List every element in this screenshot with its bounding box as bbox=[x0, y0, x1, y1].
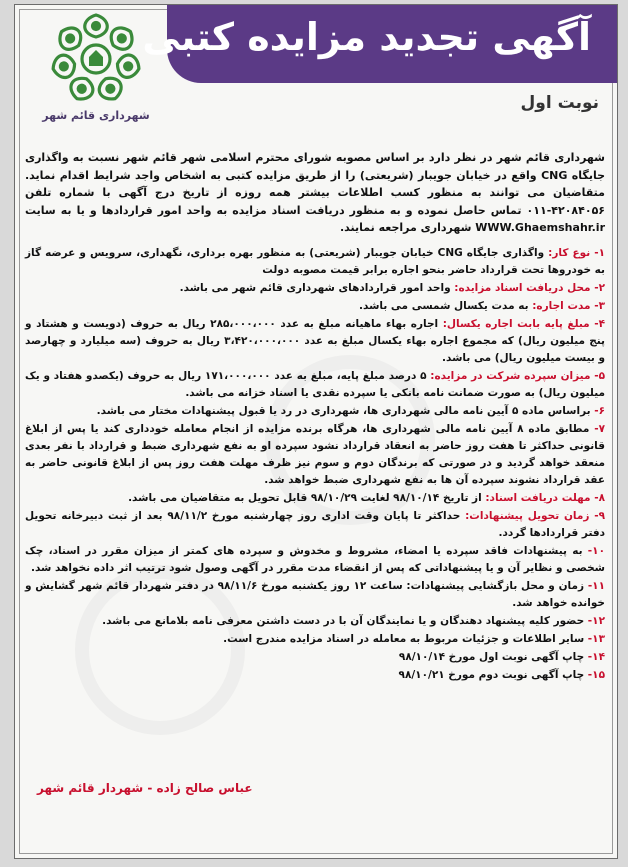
item-label: مدت اجاره: bbox=[532, 299, 591, 312]
list-item: ۴- مبلغ پایه بابت اجاره یکسال: اجاره بهاء ماهیانه مبلغ به عدد ۲۸۵،۰۰۰،۰۰۰ ریال به حروف (دویست و هشتاد و پنج میلیون ریال) که مجموع اجاره بهاء یکسال مبلغ به عدد ۳،۴۲۰،۰۰۰،۰۰۰ ریال به حروف (سه میلیارد و چهارصد و بیست میلیون ریال) می باشد. bbox=[25, 317, 606, 364]
item-label: محل دریافت اسناد مزایده: bbox=[454, 281, 591, 294]
item-number: ۲ bbox=[598, 281, 605, 294]
list-item: ۲- محل دریافت اسناد مزایده: واحد امور قراردادهای شهرداری قائم شهر می باشد. bbox=[179, 281, 605, 294]
item-number: ۱ bbox=[598, 246, 606, 259]
item-label: مبلغ پایه بابت اجاره یکسال: bbox=[442, 317, 590, 330]
item-label: زمان تحویل پیشنهادات: bbox=[465, 509, 590, 522]
item-number: ۴ bbox=[598, 317, 606, 330]
municipality-leaf-emblem-icon bbox=[42, 9, 150, 107]
item-number: ۸ bbox=[598, 491, 605, 504]
item-text: از تاریخ ۹۸/۱۰/۱۴ لغایت ۹۸/۱۰/۲۹ قابل تحویل به متقاضیان می باشد. bbox=[128, 491, 482, 504]
list-item: ۳- مدت اجاره: به مدت یکسال شمسی می باشد. bbox=[359, 299, 605, 312]
item-number: ۱۵ bbox=[592, 668, 605, 681]
item-number: ۱۲ bbox=[592, 614, 605, 627]
round-label: نوبت اول bbox=[520, 93, 599, 113]
item-number: ۶ bbox=[598, 404, 605, 417]
list-item: ۸- مهلت دریافت اسناد: از تاریخ ۹۸/۱۰/۱۴ لغایت ۹۸/۱۰/۲۹ قابل تحویل به متقاضیان می باشد. bbox=[128, 491, 605, 504]
item-text: حضور کلیه پیشنهاد دهندگان و یا نمایندگان آن با در دست داشتن معرفی نامه بلامانع می باشد. bbox=[102, 614, 585, 627]
item-number: ۱۱ bbox=[592, 579, 605, 592]
list-item: ۱۱- زمان و محل بازگشایی پیشنهادات: ساعت ۱۲ روز یکشنبه مورخ ۹۸/۱۱/۶ در دفتر شهردار قائم شهر گشایش و خوانده خواهد شد. bbox=[25, 579, 605, 609]
list-item: ۱- نوع کار: واگذاری جایگاه CNG خیابان جویبار (شریعتی) به منظور بهره برداری، نگهداری، سرویس و عرضه گاز به خودروها تحت قرارداد حاضر بنحو اجاره برابر قیمت مصوبه دولت bbox=[25, 246, 606, 276]
list-item: ۵- میزان سپرده شرکت در مزایده: ۵ درصد مبلغ پایه، مبلغ به عدد ۱۷۱،۰۰۰،۰۰۰ ریال به حروف (یکصدو هفتاد و یک میلیون ریال) به صورت ضمانت نامه بانکی یا سپرده نقدی یا اسناد خزانه می باشد. bbox=[25, 369, 605, 399]
item-number: ۱۰ bbox=[592, 544, 605, 557]
item-text: واگذاری جایگاه CNG خیابان جویبار (شریعتی) به منظور بهره برداری، نگهداری، سرویس و عرضه گاز به خودروها تحت قرارداد حاضر بنحو اجاره برابر قیمت مصوبه دولت bbox=[25, 246, 605, 276]
announcement-body bbox=[25, 149, 605, 685]
item-text: براساس ماده ۵ آیین نامه مالی شهرداری ها، شهرداری در رد یا قبول پیشنهادات مختار می باشد. bbox=[96, 404, 591, 417]
item-text: ۵ درصد مبلغ پایه، مبلغ به عدد ۱۷۱،۰۰۰،۰۰۰ ریال به حروف (یکصدو هفتاد و یک میلیون ریال) به صورت ضمانت نامه بانکی یا سپرده نقدی یا اسناد خزانه می باشد. bbox=[25, 369, 605, 399]
item-text: واحد امور قراردادهای شهرداری قائم شهر می باشد. bbox=[179, 281, 451, 294]
list-item: ۹- زمان تحویل پیشنهادات: حداکثر تا پایان وقت اداری روز چهارشنبه مورخ ۹۸/۱۱/۲ بعد از ثبت دبیرخانه تحویل دفتر قراردادها گردد. bbox=[25, 509, 606, 539]
logo-caption: شهرداری قائم شهر bbox=[42, 109, 150, 122]
item-number: ۷ bbox=[598, 422, 605, 435]
item-text: چاپ آگهی نوبت اول مورخ ۹۸/۱۰/۱۴ bbox=[398, 650, 585, 663]
item-text: زمان و محل بازگشایی پیشنهادات: ساعت ۱۲ روز یکشنبه مورخ ۹۸/۱۱/۶ در دفتر شهردار قائم شهر گشایش و خوانده خواهد شد. bbox=[25, 579, 605, 609]
item-text: به مدت یکسال شمسی می باشد. bbox=[359, 299, 529, 312]
item-number: ۹ bbox=[598, 509, 606, 522]
signature: عباس صالح زاده - شهردار قائم شهر bbox=[37, 781, 253, 795]
list-item: ۱۳- سایر اطلاعات و جزئیات مربوط به معامله در اسناد مزایده مندرج است. bbox=[223, 632, 605, 645]
page-title: آگهی تجدید مزایده کتبی bbox=[142, 15, 591, 59]
item-text: سایر اطلاعات و جزئیات مربوط به معامله در اسناد مزایده مندرج است. bbox=[223, 632, 585, 645]
list-item: ۷- مطابق ماده ۸ آیین نامه مالی شهرداری ها، هرگاه برنده مزایده از انجام معامله خودداری کند یا پس از ابلاغ قانونی حداکثر تا هفت روز حاضر به انعقاد قرارداد نشود سپرده او به نفع شهرداری ضبط و قرارداد با نفر بعدی منعقد خواهد گردید و در صورتی که برندگان دوم و سوم نیز ظرف مهلت هفت روز پس از ابلاغ قانونی حاضر به عقد قرارداد نشوند سپرده آن ها به نفع شهرداری ضبط خواهد شد. bbox=[25, 422, 605, 486]
list-item: ۱۰- به پیشنهادات فاقد سپرده یا امضاء، مشروط و مخدوش و سپرده های کمتر از میزان مقرر در اسناد، چک شخصی و نظایر آن و یا پیشنهاداتی که پس از انقضاء مدت مقرر در آگهی وصول شود ترتیب اثر داده نخواهد شد. bbox=[25, 544, 605, 574]
item-label: مهلت دریافت اسناد: bbox=[485, 491, 591, 504]
list-item: ۶- براساس ماده ۵ آیین نامه مالی شهرداری ها، شهرداری در رد یا قبول پیشنهادات مختار می باشد. bbox=[96, 404, 605, 417]
title-banner bbox=[142, 5, 617, 83]
item-label: نوع کار: bbox=[548, 246, 591, 259]
item-number: ۱۴ bbox=[592, 650, 605, 663]
item-text: حداکثر تا پایان وقت اداری روز چهارشنبه مورخ ۹۸/۱۱/۲ بعد از ثبت دبیرخانه تحویل دفتر قراردادها گردد. bbox=[25, 509, 605, 539]
item-number: ۳ bbox=[598, 299, 605, 312]
municipality-logo bbox=[21, 9, 171, 139]
list-item: ۱۴- چاپ آگهی نوبت اول مورخ ۹۸/۱۰/۱۴ bbox=[398, 650, 605, 663]
list-item: ۱۵- چاپ آگهی نوبت دوم مورخ ۹۸/۱۰/۲۱ bbox=[398, 668, 605, 681]
item-number: ۵ bbox=[598, 369, 605, 382]
item-label: میزان سپرده شرکت در مزایده: bbox=[430, 369, 591, 382]
item-text: به پیشنهادات فاقد سپرده یا امضاء، مشروط و مخدوش و سپرده های کمتر از میزان مقرر در اسناد، چک شخصی و نظایر آن و یا پیشنهاداتی که پس از انقضاء مدت مقرر در آگهی وصول شود ترتیب اثر داده نخواهد شد. bbox=[25, 544, 605, 574]
header bbox=[15, 5, 617, 143]
item-text: چاپ آگهی نوبت دوم مورخ ۹۸/۱۰/۲۱ bbox=[398, 668, 585, 681]
advertisement-page bbox=[14, 4, 618, 859]
item-text: مطابق ماده ۸ آیین نامه مالی شهرداری ها، هرگاه برنده مزایده از انجام معامله خودداری کند یا پس از ابلاغ قانونی حداکثر تا هفت روز حاضر به انعقاد قرارداد نشود سپرده او به نفع شهرداری ضبط و قرارداد با نفر بعدی منعقد خواهد گردید و در صورتی که برندگان دوم و سوم نیز ظرف مهلت هفت روز پس از ابلاغ قانونی حاضر به عقد قرارداد نشوند سپرده آن ها به نفع شهرداری ضبط خواهد شد. bbox=[25, 422, 605, 486]
item-number: ۱۳ bbox=[592, 632, 605, 645]
intro-paragraph: شهرداری قائم شهر در نظر دارد بر اساس مصوبه شورای محترم اسلامی شهر قائم شهر نسبت به واگذاری جایگاه CNG واقع در خیابان جویبار (شریعتی) را از طریق مزایده کتبی به اشخاص واجد شرایط اقدام نماید. متقاضیان می توانند به منظور کسب اطلاعات بیشتر همه روزه از تاریخ درج آگهی با شماره تلفن ۴۲۰۸۴۰۵۶-۰۱۱ تماس حاصل نموده و به منظور دریافت اسناد مزایده به واحد امور قراردادها و یا به سایت WWW.Ghaemshahr.ir شهرداری مراجعه نمایند. bbox=[25, 151, 606, 234]
item-text: اجاره بهاء ماهیانه مبلغ به عدد ۲۸۵،۰۰۰،۰۰۰ ریال به حروف (دویست و هشتاد و پنج میلیون ریال) که مجموع اجاره بهاء یکسال مبلغ به عدد ۳،۴۲۰،۰۰۰،۰۰۰ ریال به حروف (سه میلیارد و چهارصد و بیست میلیون ریال) می باشد. bbox=[25, 317, 605, 364]
list-item: ۱۲- حضور کلیه پیشنهاد دهندگان و یا نمایندگان آن با در دست داشتن معرفی نامه بلامانع می باشد. bbox=[102, 614, 605, 627]
terms-list bbox=[25, 245, 605, 684]
